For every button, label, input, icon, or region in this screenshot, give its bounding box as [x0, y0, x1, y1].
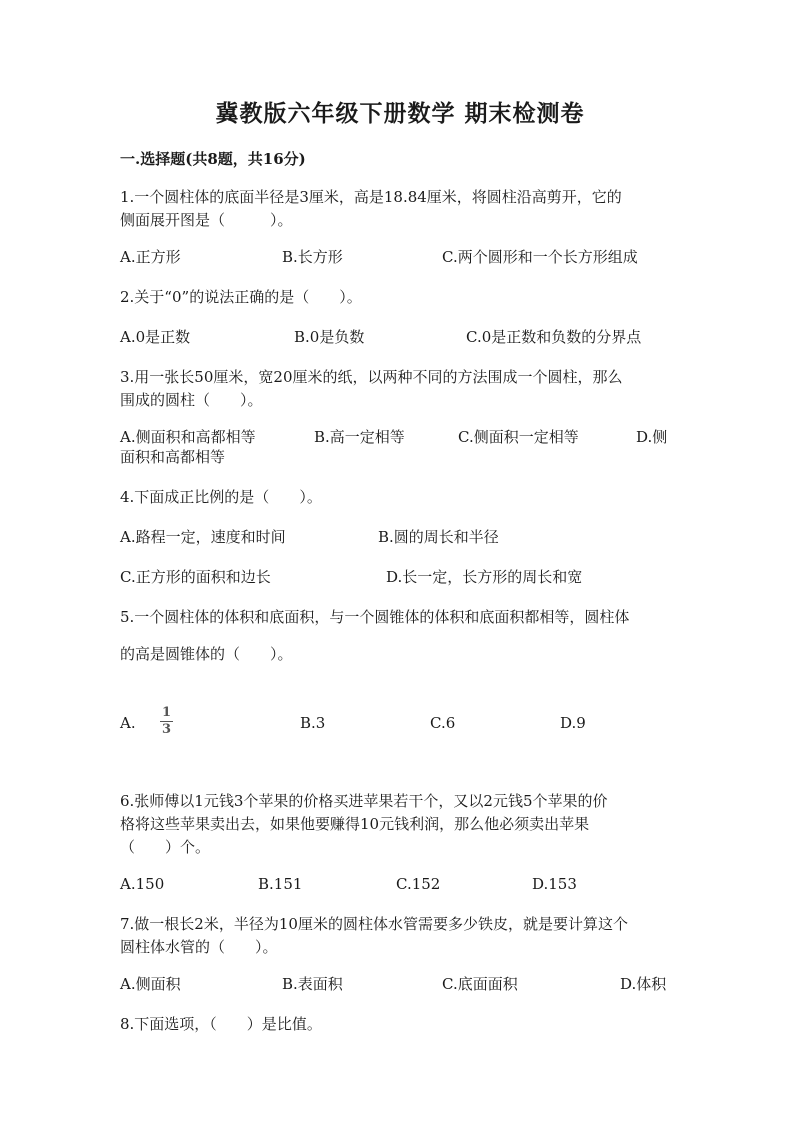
option-b: B.高一定相等 [314, 428, 405, 446]
option-c: C.侧面积一定相等 [458, 428, 579, 446]
question-1 [120, 186, 680, 232]
option-c: C.两个圆形和一个长方形组成 [442, 248, 638, 266]
option-c: C.0是正数和负数的分界点 [466, 328, 642, 346]
question-7 [120, 913, 680, 959]
option-b: B.圆的周长和半径 [378, 528, 499, 546]
option-c: C.6 [430, 714, 456, 732]
option-c: C.底面面积 [442, 975, 518, 993]
question-6-line-1: 6.张师傅以1元钱3个苹果的价格买进苹果若干个，又以2元钱5个苹果的价 [120, 792, 608, 810]
option-a: A.0是正数 [120, 328, 191, 346]
option-a: A.侧面积和高都相等 [120, 428, 256, 446]
question-5 [120, 606, 680, 666]
option-b: B.0是负数 [294, 328, 365, 346]
option-b: B.表面积 [282, 975, 343, 993]
question-3 [120, 366, 680, 412]
fraction-numerator: 1 [162, 705, 172, 720]
question-2-options [120, 326, 680, 350]
option-a: A.150 [120, 875, 165, 893]
question-8 [120, 1013, 680, 1036]
question-7-line-1: 7.做一根长2米，半径为10厘米的圆柱体水管需要多少铁皮，就是要计算这个 [120, 915, 628, 933]
option-c: C.152 [396, 875, 441, 893]
question-5-line-2: 的高是圆锥体的（ ）。 [120, 645, 293, 663]
question-6-line-2: 格将这些苹果卖出去，如果他要赚得10元钱利润，那么他必须卖出苹果 [120, 815, 590, 833]
option-a: A.正方形 [120, 248, 181, 266]
question-6-options [120, 873, 680, 897]
option-d: D.153 [532, 875, 577, 893]
option-d: D.侧 [636, 428, 668, 446]
section-heading: 一.选择题(共8题，共16分) [120, 150, 306, 168]
question-6 [120, 790, 680, 859]
question-5-line-1: 5.一个圆柱体的体积和底面积，与一个圆锥体的体积和底面积都相等，圆柱体 [120, 608, 630, 626]
question-4-line-1: 4.下面成正比例的是（ ）。 [120, 488, 322, 506]
question-1-line-2: 侧面展开图是（ ）。 [120, 211, 293, 229]
question-4 [120, 486, 680, 509]
question-6-line-3: （ ）个。 [120, 838, 211, 856]
question-1-options [120, 246, 680, 270]
option-b: B.长方形 [282, 248, 343, 266]
question-3-line-1: 3.用一张长50厘米，宽20厘米的纸，以两种不同的方法围成一个圆柱，那么 [120, 368, 623, 386]
option-d: D.9 [560, 714, 586, 732]
option-b: B.151 [258, 875, 303, 893]
option-c: C.正方形的面积和边长 [120, 568, 271, 586]
fraction-denominator: 3 [162, 722, 172, 737]
question-7-line-2: 圆柱体水管的（ ）。 [120, 938, 278, 956]
option-a: A.侧面积 [120, 975, 181, 993]
question-8-line-1: 8.下面选项，（ ）是比值。 [120, 1015, 322, 1033]
question-3-line-2: 围成的圆柱（ ）。 [120, 391, 263, 409]
question-2 [120, 286, 680, 309]
question-1-line-1: 1.一个圆柱体的底面半径是3厘米，高是18.84厘米，将圆柱沿高剪开，它的 [120, 188, 622, 206]
option-d: D.体积 [620, 975, 667, 993]
question-3-options [120, 426, 680, 472]
question-4-options-row-1 [120, 526, 680, 550]
page-title: 冀教版六年级下册数学 期末检测卷 [215, 100, 585, 127]
question-5-options [120, 705, 680, 748]
question-2-line-1: 2.关于“0”的说法正确的是（ ）。 [120, 288, 362, 306]
question-7-options [120, 973, 680, 997]
option-b: B.3 [300, 714, 326, 732]
question-4-options-row-2 [120, 566, 680, 590]
option-d: D.长一定，长方形的周长和宽 [386, 568, 583, 586]
option-a: A.路程一定，速度和时间 [120, 528, 286, 546]
option-a: A. [120, 714, 136, 732]
fraction-one-third [160, 706, 173, 737]
option-d-continued: 面积和高都相等 [120, 448, 226, 466]
